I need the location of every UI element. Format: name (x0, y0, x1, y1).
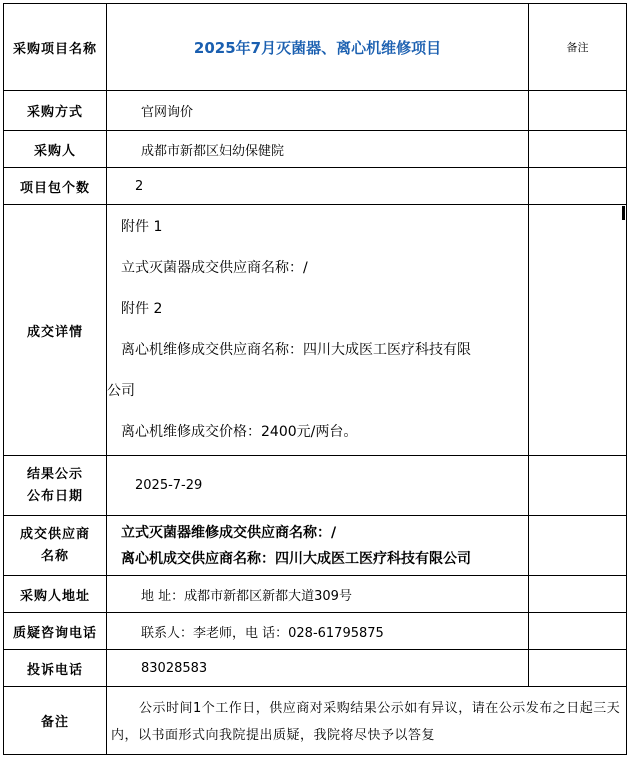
publish-date-note (529, 456, 627, 516)
supplier-line: 立式灭菌器维修成交供应商名称：/ (121, 524, 337, 541)
detail-line: 离心机维修成交价格：2400元/两台。 (121, 424, 358, 440)
details-note (529, 205, 627, 456)
method-value: 官网询价 (107, 91, 529, 131)
supplier-label-line: 名称 (40, 548, 69, 564)
address-label: 采购人地址 (4, 576, 107, 613)
publish-date-label (4, 456, 107, 516)
complaint-label: 投诉电话 (4, 650, 107, 687)
complaint-value: 83028583 (107, 650, 529, 687)
row-details (4, 205, 627, 456)
supplier-note (529, 516, 627, 576)
detail-line: 离心机维修成交供应商名称：四川大成医工医疗科技有限 (121, 342, 471, 358)
supplier-content (107, 516, 529, 576)
packages-value: 2 (107, 168, 529, 205)
purchaser-note (529, 131, 627, 168)
project-title: 2025年7月灭菌器、离心机维修项目 (107, 4, 529, 91)
remark-header: 备注 (529, 4, 627, 91)
purchaser-label: 采购人 (4, 131, 107, 168)
detail-line: 附件 2 (121, 301, 163, 317)
method-label: 采购方式 (4, 91, 107, 131)
method-note (529, 91, 627, 131)
row-inquiry (4, 613, 627, 650)
publish-date-label-line: 结果公示 (26, 466, 83, 482)
address-value: 地 址：成都市新都区新都大道309号 (107, 576, 529, 613)
supplier-label (4, 516, 107, 576)
row-packages (4, 168, 627, 205)
row-publish-date (4, 456, 627, 516)
row-remark (4, 687, 627, 755)
row-complaint (4, 650, 627, 687)
project-name-label: 采购项目名称 (4, 4, 107, 91)
details-content (107, 205, 529, 456)
supplier-label-line: 成交供应商 (19, 526, 90, 542)
complaint-note (529, 650, 627, 687)
procurement-result-table (3, 3, 627, 755)
packages-label: 项目包个数 (4, 168, 107, 205)
details-label: 成交详情 (4, 205, 107, 456)
detail-line: 立式灭菌器成交供应商名称：/ (121, 260, 308, 276)
inquiry-note (529, 613, 627, 650)
inquiry-value: 联系人：李老师，电 话：028-61795875 (107, 613, 529, 650)
detail-line: 附件 1 (121, 219, 163, 235)
publish-date-value: 2025-7-29 (107, 456, 529, 516)
packages-note (529, 168, 627, 205)
row-supplier (4, 516, 627, 576)
supplier-line: 离心机成交供应商名称：四川大成医工医疗科技有限公司 (121, 550, 471, 567)
row-purchaser (4, 131, 627, 168)
address-note (529, 576, 627, 613)
row-method (4, 91, 627, 131)
row-project-name (4, 4, 627, 91)
row-address (4, 576, 627, 613)
detail-line: 公司 (107, 383, 135, 399)
remark-label: 备注 (4, 687, 107, 755)
inquiry-label: 质疑咨询电话 (4, 613, 107, 650)
edge-marker (622, 206, 625, 220)
publish-date-label-line: 公布日期 (26, 488, 83, 504)
remark-value: 公示时间1个工作日，供应商对采购结果公示如有异议，请在公示发布之日起三天内，以书面形式向我院提出质疑，我院将尽快予以答复 (107, 687, 627, 755)
purchaser-value: 成都市新都区妇幼保健院 (107, 131, 529, 168)
